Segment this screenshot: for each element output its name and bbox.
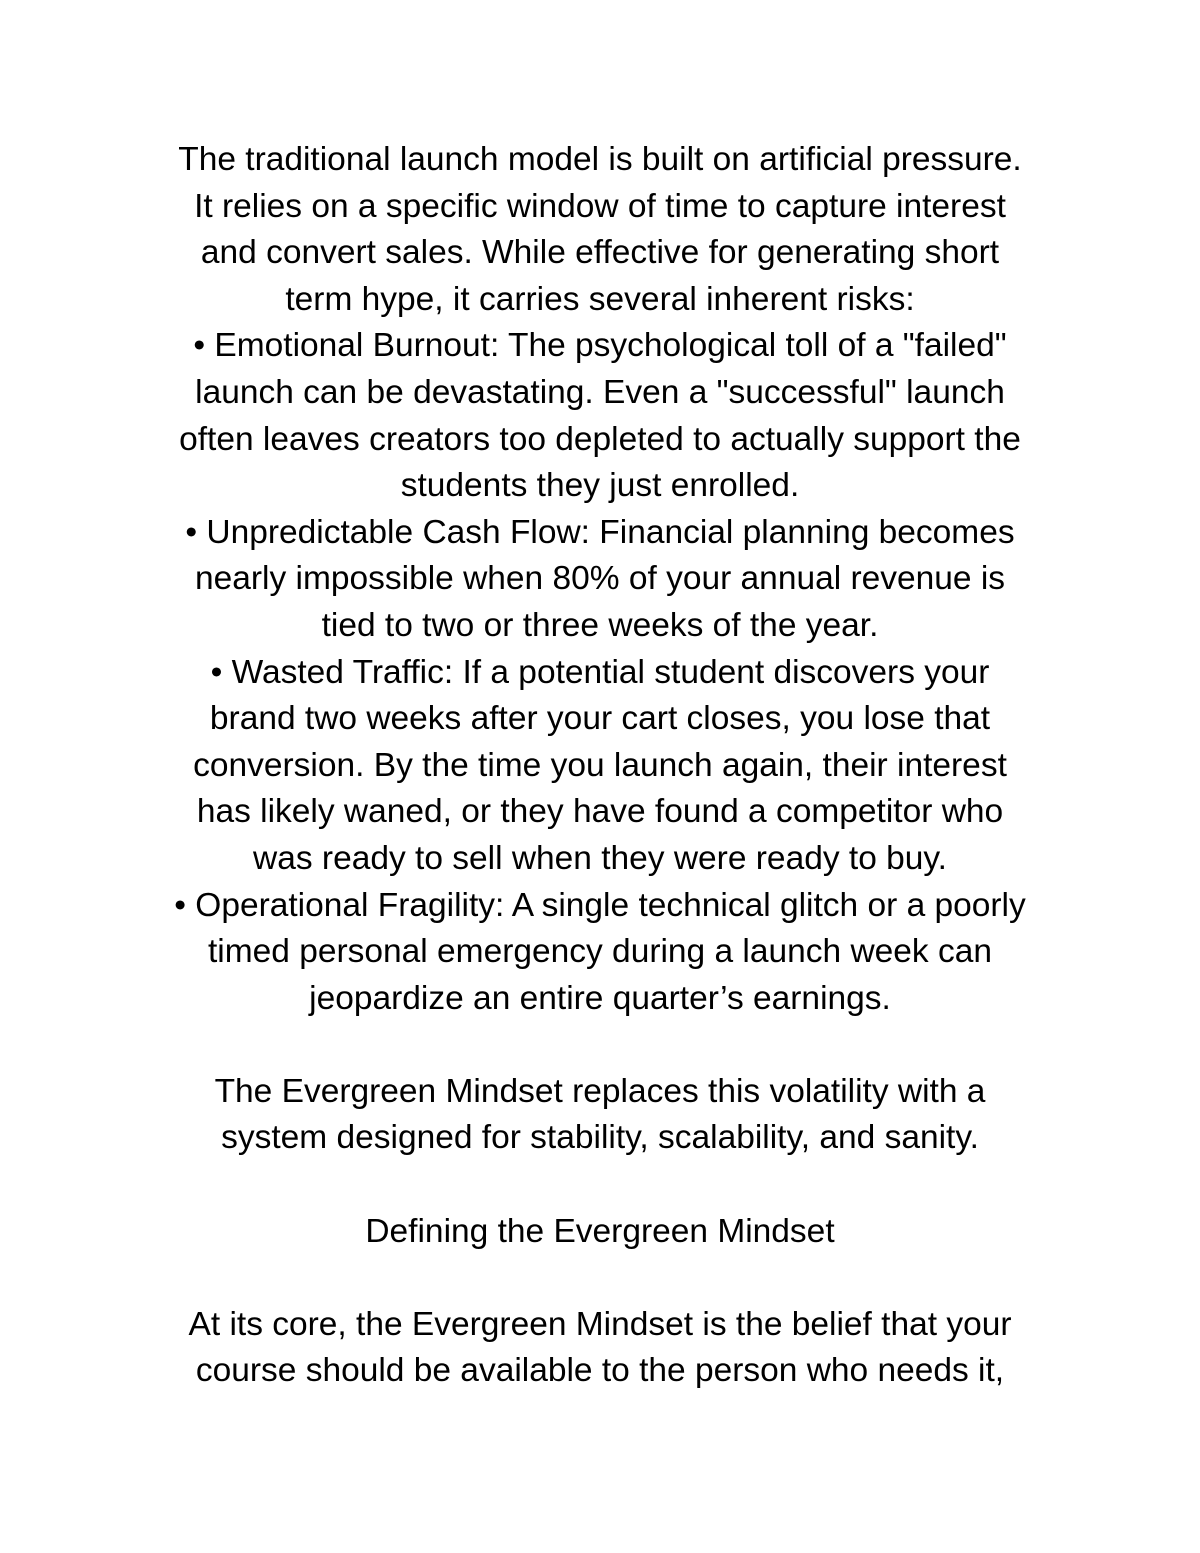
- bullet-line: has likely waned, or they have found a competitor who: [196, 793, 1004, 831]
- paragraph-gap: [100, 1255, 1100, 1302]
- intro-line: The traditional launch model is built on artificial pressure.: [178, 141, 1022, 178]
- bullet-unpredictable-cash-flow: [100, 510, 1100, 650]
- bullet-line: tied to two or three weeks of the year.: [321, 606, 879, 644]
- paragraph-gap: [100, 1162, 1100, 1209]
- bullet-line: often leaves creators too depleted to actually support the: [179, 420, 1021, 458]
- core-paragraph: [100, 1302, 1100, 1395]
- core-line: At its core, the Evergreen Mindset is the belief that your: [188, 1305, 1012, 1343]
- paragraph-gap: [100, 1022, 1100, 1069]
- intro-line: term hype, it carries several inherent risks:: [285, 280, 915, 318]
- intro-paragraph: [100, 137, 1100, 323]
- bullet-line: timed personal emergency during a launch week can: [208, 933, 992, 971]
- bullet-line: • Operational Fragility: A single technical glitch or a poorly: [174, 886, 1026, 924]
- bullet-line: • Unpredictable Cash Flow: Financial planning becomes: [185, 513, 1015, 551]
- intro-line: It relies on a specific window of time to capture interest: [194, 187, 1006, 225]
- bullet-line: jeopardize an entire quarter’s earnings.: [309, 979, 891, 1017]
- bullet-line: students they just enrolled.: [400, 467, 800, 505]
- bullet-wasted-traffic: [100, 650, 1100, 883]
- bullet-line: brand two weeks after your cart closes, you lose that: [209, 700, 991, 738]
- bullet-operational-fragility: [100, 883, 1100, 1023]
- heading-text: Defining the Evergreen Mindset: [365, 1212, 835, 1250]
- bullet-line: • Wasted Traffic: If a potential student discovers your: [210, 653, 990, 691]
- statement-line: The Evergreen Mindset replaces this volatility with a: [214, 1072, 986, 1110]
- intro-line: and convert sales. While effective for generating short: [200, 234, 1000, 272]
- bullet-line: nearly impossible when 80% of your annual revenue is: [194, 560, 1006, 598]
- section-heading: [100, 1209, 1100, 1256]
- bullet-line: conversion. By the time you launch again, their interest: [193, 746, 1007, 784]
- core-line: course should be available to the person who needs it,: [195, 1352, 1005, 1390]
- evergreen-statement: [100, 1069, 1100, 1162]
- bullet-line: • Emotional Burnout: The psychological toll of a "failed": [193, 327, 1007, 365]
- bullet-emotional-burnout: [100, 323, 1100, 509]
- bullet-line: was ready to sell when they were ready to buy.: [253, 839, 947, 877]
- bullet-line: launch can be devastating. Even a "successful" launch: [195, 373, 1005, 411]
- page-content: [100, 137, 1100, 1395]
- statement-line: system designed for stability, scalability, and sanity.: [221, 1119, 979, 1157]
